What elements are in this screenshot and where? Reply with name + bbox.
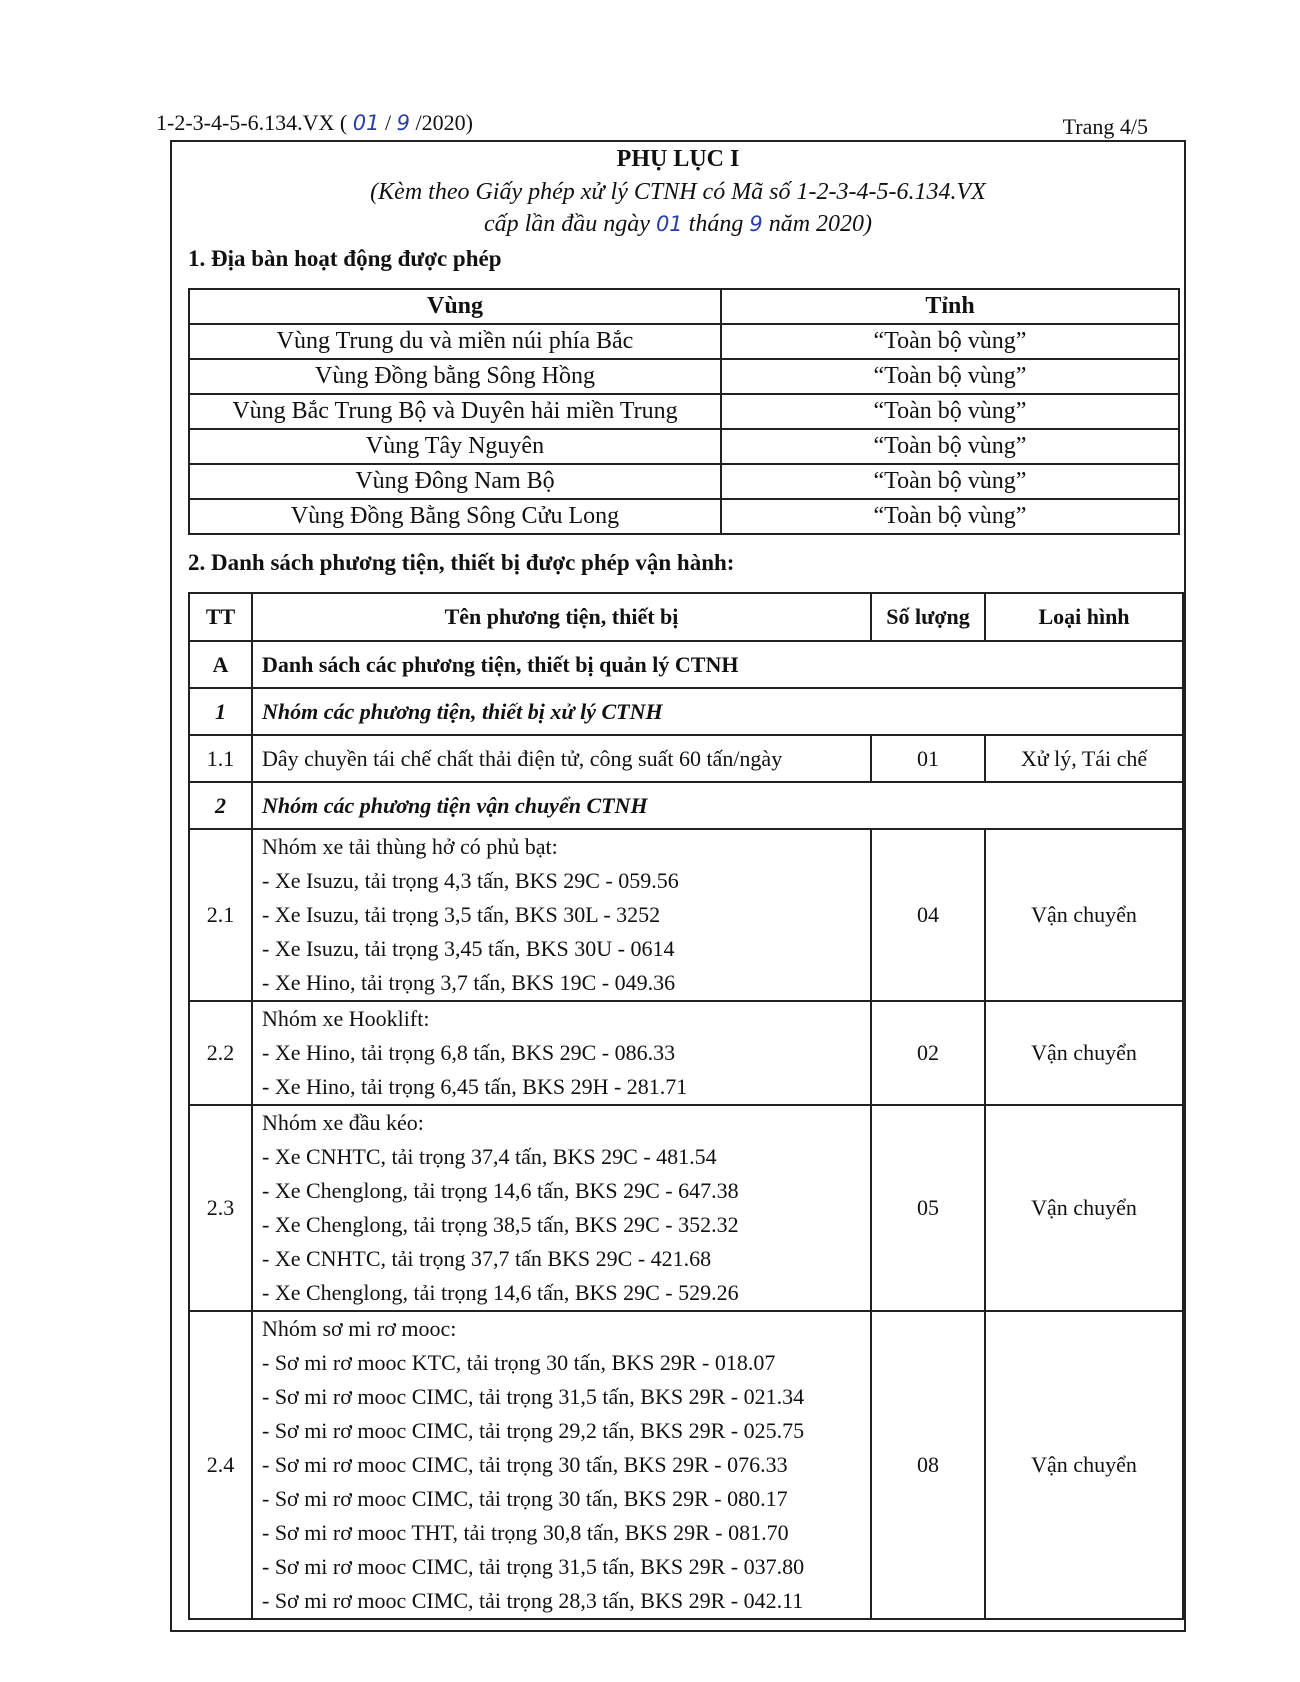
type-cell: Vận chuyển bbox=[985, 829, 1183, 1001]
list-item: Nhóm xe Hooklift: bbox=[262, 1006, 430, 1031]
list-item: - Sơ mi rơ mooc CIMC, tải trọng 29,2 tấn, BKS 29R - 025.75 bbox=[262, 1418, 805, 1443]
equipment-name-cell bbox=[252, 1311, 871, 1619]
quantity-cell: 02 bbox=[871, 1001, 985, 1105]
list-item: - Xe CNHTC, tải trọng 37,4 tấn, BKS 29C - 481.54 bbox=[262, 1144, 717, 1169]
operating-area-table bbox=[188, 288, 1180, 535]
province-cell: “Toàn bộ vùng” bbox=[721, 429, 1179, 464]
handwritten-day: 01 bbox=[352, 111, 380, 135]
table-row bbox=[189, 499, 1179, 534]
group-row-a bbox=[189, 641, 1183, 688]
col-header-province: Tỉnh bbox=[721, 289, 1179, 324]
region-cell: Vùng Bắc Trung Bộ và Duyên hải miền Trung bbox=[189, 394, 721, 429]
tt-cell: 2.4 bbox=[189, 1311, 252, 1619]
col-header-name: Tên phương tiện, thiết bị bbox=[252, 593, 871, 641]
list-item: - Xe Chenglong, tải trọng 14,6 tấn, BKS 29C - 647.38 bbox=[262, 1178, 739, 1203]
table-row bbox=[189, 735, 1183, 782]
page-number: Trang 4/5 bbox=[1062, 114, 1148, 139]
handwritten-issue-day: 01 bbox=[655, 212, 683, 236]
handwritten-month: 9 bbox=[396, 111, 410, 135]
table-row bbox=[189, 394, 1179, 429]
group-name-cell: Nhóm các phương tiện, thiết bị xử lý CTNH bbox=[252, 688, 1183, 735]
equipment-name-cell bbox=[252, 1105, 871, 1311]
type-cell: Vận chuyển bbox=[985, 1311, 1183, 1619]
quantity-cell: 08 bbox=[871, 1311, 985, 1619]
tt-cell: 1 bbox=[189, 688, 252, 735]
list-item: - Xe Hino, tải trọng 6,45 tấn, BKS 29H - 281.71 bbox=[262, 1074, 688, 1099]
group-row-1 bbox=[189, 688, 1183, 735]
list-item: - Xe Isuzu, tải trọng 3,5 tấn, BKS 30L - 3252 bbox=[262, 902, 661, 927]
table-header-row bbox=[189, 289, 1179, 324]
table-row bbox=[189, 429, 1179, 464]
list-item: - Xe Chenglong, tải trọng 38,5 tấn, BKS 29C - 352.32 bbox=[262, 1212, 739, 1237]
date-separator: / bbox=[384, 110, 392, 135]
list-item: - Sơ mi rơ mooc CIMC, tải trọng 31,5 tấn, BKS 29R - 037.80 bbox=[262, 1554, 805, 1579]
province-cell: “Toàn bộ vùng” bbox=[721, 464, 1179, 499]
document-header bbox=[156, 110, 1148, 140]
quantity-cell: 04 bbox=[871, 829, 985, 1001]
list-item: - Xe Isuzu, tải trọng 4,3 tấn, BKS 29C - 059.56 bbox=[262, 868, 679, 893]
quantity-cell: 01 bbox=[871, 735, 985, 782]
tt-cell: A bbox=[189, 641, 252, 688]
table-row bbox=[189, 1311, 1183, 1619]
tt-cell: 2.1 bbox=[189, 829, 252, 1001]
code-prefix: 1-2-3-4-5-6.134.VX ( bbox=[156, 110, 348, 135]
list-item: - Sơ mi rơ mooc THT, tải trọng 30,8 tấn, BKS 29R - 081.70 bbox=[262, 1520, 789, 1545]
subtitle-year-text: năm 2020) bbox=[768, 211, 873, 237]
table-row bbox=[189, 324, 1179, 359]
group-name-cell: Danh sách các phương tiện, thiết bị quản lý CTNH bbox=[252, 641, 1183, 688]
tt-cell: 2.2 bbox=[189, 1001, 252, 1105]
table-row bbox=[189, 829, 1183, 1001]
table-row bbox=[189, 359, 1179, 394]
region-cell: Vùng Tây Nguyên bbox=[189, 429, 721, 464]
appendix-title: PHỤ LỤC I bbox=[616, 146, 740, 172]
province-cell: “Toàn bộ vùng” bbox=[721, 499, 1179, 534]
region-cell: Vùng Trung du và miền núi phía Bắc bbox=[189, 324, 721, 359]
list-item: - Xe Hino, tải trọng 3,7 tấn, BKS 19C - 049.36 bbox=[262, 970, 676, 995]
list-item: - Xe Hino, tải trọng 6,8 tấn, BKS 29C - 086.33 bbox=[262, 1040, 676, 1065]
region-cell: Vùng Đồng Bằng Sông Cửu Long bbox=[189, 499, 721, 534]
code-suffix: /2020) bbox=[415, 110, 473, 135]
group-row-2 bbox=[189, 782, 1183, 829]
region-cell: Vùng Đông Nam Bộ bbox=[189, 464, 721, 499]
subtitle-line-2 bbox=[172, 208, 1184, 240]
handwritten-issue-month: 9 bbox=[749, 212, 763, 236]
table-row bbox=[189, 1105, 1183, 1311]
appendix-frame bbox=[170, 140, 1186, 1632]
list-item: - Sơ mi rơ mooc CIMC, tải trọng 28,3 tấn, BKS 29R - 042.11 bbox=[262, 1588, 804, 1613]
table-row bbox=[189, 464, 1179, 499]
subtitle-issued-text: cấp lần đầu ngày bbox=[483, 211, 650, 237]
list-item: Nhóm xe tải thùng hở có phủ bạt: bbox=[262, 834, 558, 859]
section-1-heading: 1. Địa bàn hoạt động được phép bbox=[188, 246, 502, 271]
tt-cell: 1.1 bbox=[189, 735, 252, 782]
tt-cell: 2.3 bbox=[189, 1105, 252, 1311]
province-cell: “Toàn bộ vùng” bbox=[721, 324, 1179, 359]
type-cell: Vận chuyển bbox=[985, 1001, 1183, 1105]
quantity-cell: 05 bbox=[871, 1105, 985, 1311]
type-cell: Xử lý, Tái chế bbox=[985, 735, 1183, 782]
subtitle-month-word: tháng bbox=[688, 211, 744, 237]
list-item: - Xe Chenglong, tải trọng 14,6 tấn, BKS 29C - 529.26 bbox=[262, 1280, 739, 1305]
type-cell: Vận chuyển bbox=[985, 1105, 1183, 1311]
subtitle-line-1: (Kèm theo Giấy phép xử lý CTNH có Mã số 1-2-3-4-5-6.134.VX bbox=[370, 179, 986, 205]
license-code bbox=[156, 110, 473, 136]
equipment-name-cell: Dây chuyền tái chế chất thải điện tử, công suất 60 tấn/ngày bbox=[252, 735, 871, 782]
list-item: - Sơ mi rơ mooc CIMC, tải trọng 30 tấn, BKS 29R - 076.33 bbox=[262, 1452, 788, 1477]
list-item: - Xe Isuzu, tải trọng 3,45 tấn, BKS 30U - 0614 bbox=[262, 936, 675, 961]
group-name-cell: Nhóm các phương tiện vận chuyển CTNH bbox=[252, 782, 1183, 829]
col-header-type: Loại hình bbox=[985, 593, 1183, 641]
tt-cell: 2 bbox=[189, 782, 252, 829]
province-cell: “Toàn bộ vùng” bbox=[721, 359, 1179, 394]
section-2-heading: 2. Danh sách phương tiện, thiết bị được phép vận hành: bbox=[188, 550, 735, 575]
list-item: Nhóm xe đầu kéo: bbox=[262, 1110, 424, 1135]
appendix-subtitle bbox=[172, 176, 1184, 240]
list-item: - Sơ mi rơ mooc KTC, tải trọng 30 tấn, BKS 29R - 018.07 bbox=[262, 1350, 776, 1375]
region-cell: Vùng Đồng bằng Sông Hồng bbox=[189, 359, 721, 394]
col-header-region: Vùng bbox=[189, 289, 721, 324]
equipment-name-cell bbox=[252, 1001, 871, 1105]
province-cell: “Toàn bộ vùng” bbox=[721, 394, 1179, 429]
list-item: - Xe CNHTC, tải trọng 37,7 tấn BKS 29C - 421.68 bbox=[262, 1246, 712, 1271]
table-header-row bbox=[189, 593, 1183, 641]
list-item: Nhóm sơ mi rơ mooc: bbox=[262, 1316, 457, 1341]
list-item: - Sơ mi rơ mooc CIMC, tải trọng 31,5 tấn, BKS 29R - 021.34 bbox=[262, 1384, 805, 1409]
table-row bbox=[189, 1001, 1183, 1105]
col-header-quantity: Số lượng bbox=[871, 593, 985, 641]
col-header-tt: TT bbox=[189, 593, 252, 641]
equipment-table bbox=[188, 592, 1184, 1620]
list-item: - Sơ mi rơ mooc CIMC, tải trọng 30 tấn, BKS 29R - 080.17 bbox=[262, 1486, 788, 1511]
equipment-name-cell bbox=[252, 829, 871, 1001]
